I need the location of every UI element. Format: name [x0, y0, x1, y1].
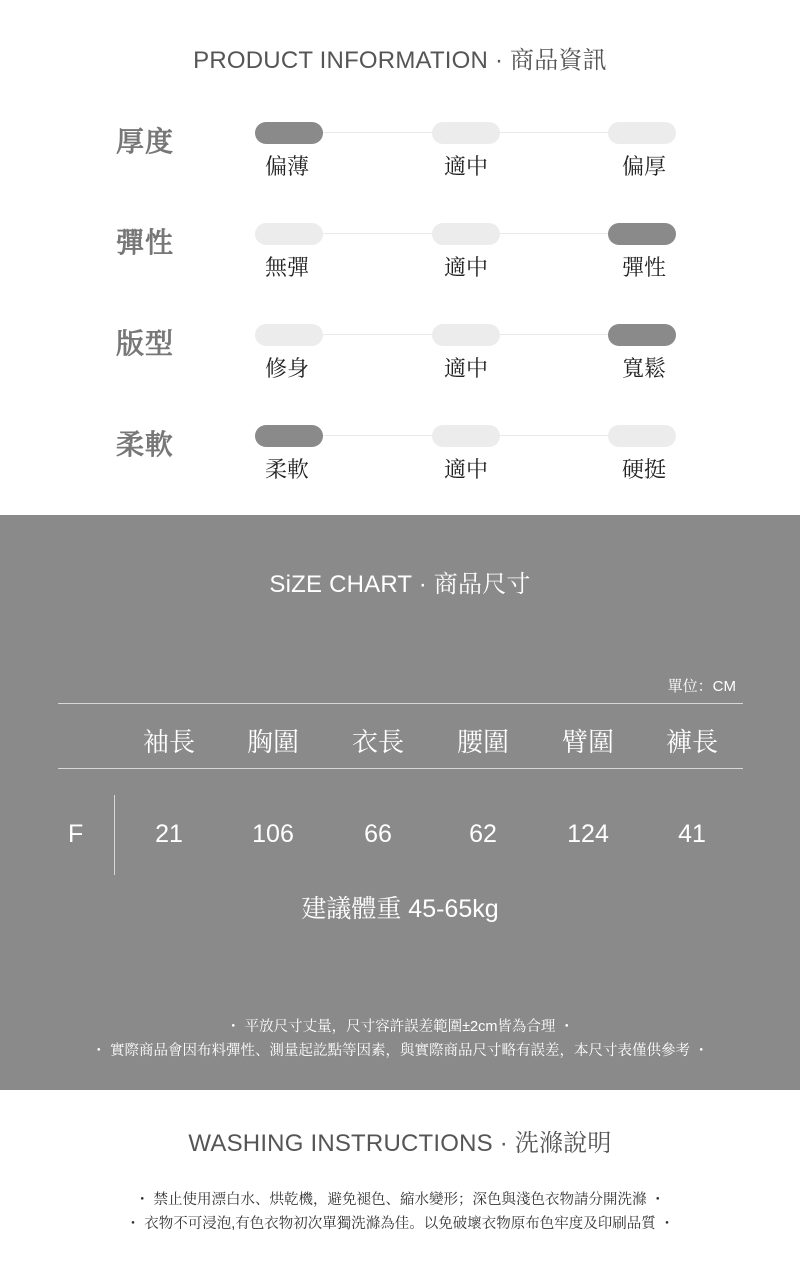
washing-note: ・ 禁止使用漂白水、烘乾機，避免褪色、縮水變形；深色與淺色衣物請分開洗滌 ・: [134, 1192, 666, 1208]
scale-pill: [432, 324, 500, 346]
attribute-row-elasticity: [0, 213, 800, 283]
table-cell: 21: [155, 820, 183, 848]
scale-pill: [608, 425, 676, 447]
scale-pill-selected: [608, 223, 676, 245]
table-cell: 66: [364, 820, 392, 848]
scale-pill-selected: [255, 425, 323, 447]
column-header: 褲長: [665, 727, 718, 757]
table-divider: [58, 703, 743, 704]
washing-section: [0, 1090, 800, 1269]
size-chart-section: [0, 515, 800, 1090]
scale-option: 偏厚: [621, 154, 666, 179]
attribute-row-fit: [0, 314, 800, 384]
product-info-section: [0, 0, 800, 515]
scale-option: 修身: [265, 356, 310, 381]
column-header: 臂圍: [561, 727, 614, 757]
scale-option: 適中: [443, 356, 488, 381]
size-note: ・ 平放尺寸丈量，尺寸容許誤差範圍±2cm皆為合理 ・: [226, 1019, 574, 1035]
washing-title: WASHING INSTRUCTIONS · 洗滌說明: [188, 1130, 612, 1157]
scale-pill: [608, 122, 676, 144]
column-header: 胸圍: [246, 727, 299, 757]
size-chart-title: SiZE CHART · 商品尺寸: [269, 571, 531, 598]
attribute-label: 厚度: [116, 126, 175, 157]
washing-note: ・ 衣物不可浸泡,有色衣物初次單獨洗滌為佳。以免破壞衣物原布色牢度及印刷品質 ・: [125, 1216, 675, 1232]
scale-pill-selected: [255, 122, 323, 144]
scale-option: 寬鬆: [621, 356, 666, 381]
scale-pill: [432, 223, 500, 245]
scale-option: 適中: [443, 154, 488, 179]
scale-option: 無彈: [265, 255, 310, 280]
column-header: 袖長: [142, 727, 195, 757]
table-cell: 124: [567, 820, 609, 848]
scale-pill: [255, 324, 323, 346]
scale-pill: [432, 122, 500, 144]
scale-option: 硬挺: [621, 457, 666, 482]
table-divider: [58, 768, 743, 769]
attribute-row-thickness: [0, 112, 800, 182]
scale-option: 柔軟: [265, 457, 310, 482]
scale-option: 偏薄: [265, 154, 310, 179]
scale-pill-selected: [608, 324, 676, 346]
size-label: F: [68, 820, 84, 848]
scale-option: 適中: [443, 457, 488, 482]
scale-option: 彈性: [621, 255, 666, 280]
scale-pill: [432, 425, 500, 447]
size-note: ・ 實際商品會因布料彈性、測量起訖點等因素，與實際商品尺寸略有誤差，本尺寸表僅供參考 ・: [91, 1043, 709, 1059]
column-header: 腰圍: [456, 727, 509, 757]
column-header: 衣長: [351, 727, 404, 757]
scale-pill: [255, 223, 323, 245]
attribute-label: 柔軟: [116, 429, 175, 460]
attribute-row-softness: [0, 415, 800, 485]
recommended-weight: 建議體重 45-65kg: [301, 895, 499, 923]
unit-label: 單位：CM: [667, 678, 736, 695]
table-cell: 41: [678, 820, 706, 848]
product-info-title: PRODUCT INFORMATION · 商品資訊: [193, 47, 607, 74]
scale-option: 適中: [443, 255, 488, 280]
table-cell: 62: [469, 820, 497, 848]
attribute-label: 彈性: [116, 227, 175, 258]
attribute-label: 版型: [116, 328, 175, 359]
table-cell: 106: [252, 820, 294, 848]
